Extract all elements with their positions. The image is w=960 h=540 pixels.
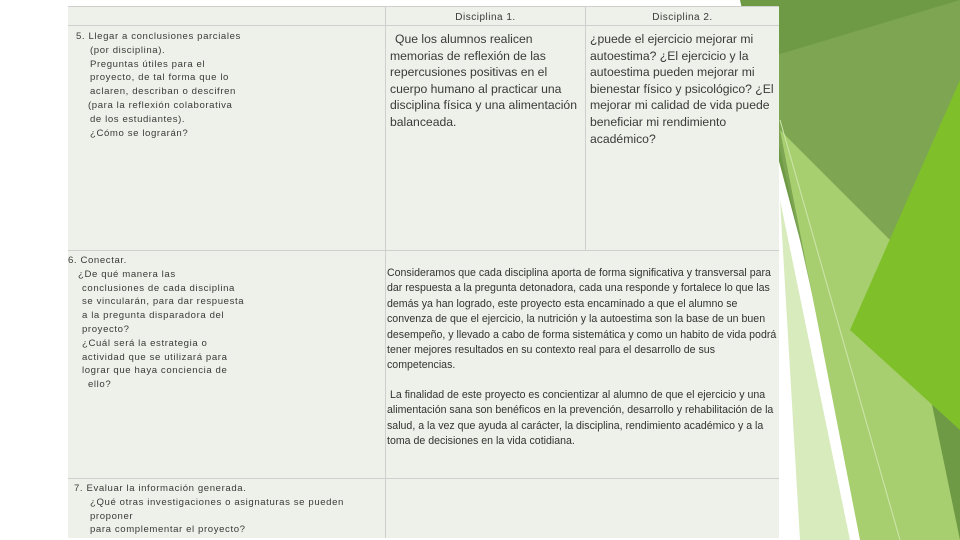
- row2-line: conclusiones de cada disciplina: [82, 282, 235, 294]
- project-table: [68, 6, 779, 538]
- col-divider-2: [585, 6, 586, 250]
- row2-divider: [68, 478, 779, 479]
- row2-answer: [387, 266, 779, 449]
- header-disciplina-1: Disciplina 1.: [455, 12, 516, 23]
- header-divider: [68, 25, 779, 26]
- row2-line: a la pregunta disparadora del: [82, 310, 225, 322]
- top-border: [68, 6, 779, 7]
- row2-line: 6. Conectar.: [68, 255, 127, 266]
- row3-line: ¿Qué otras investigaciones o asignaturas se pueden proponer: [90, 496, 344, 522]
- row1-line: 5. Llegar a conclusiones parciales: [76, 31, 241, 42]
- row2-line: lograr que haya conciencia de: [82, 365, 228, 377]
- row1-line: Preguntas útiles para el: [90, 58, 206, 70]
- row1-divider: [68, 250, 779, 251]
- row3-question: [74, 482, 384, 537]
- row2-line: proyecto?: [82, 323, 130, 335]
- row1-disciplina-1-text: Que los alumnos realicen memorias de reflexión de las repercusiones positivas en el cuerpo humano al practicar una disciplina física y una alimentación balanceada.: [390, 32, 577, 129]
- row2-paragraph-2: La finalidad de este proyecto es concientizar al alumno de que el ejercicio y una alimentación sana son benéficos en la prevención, desarrollo y rehabilitación de la salud, a la vez que ayuda al carácter, la disciplina, rendimiento académico y a la toma de decisiones en la vida cotidiana.: [387, 388, 774, 448]
- row2-line: ¿De qué manera las: [78, 268, 176, 280]
- row1-line: de los estudiantes).: [90, 113, 186, 125]
- col-divider-1: [385, 6, 386, 538]
- row1-line: aclaren, describan o descifren: [90, 86, 236, 98]
- row1-disciplina-2-text: ¿puede el ejercicio mejorar mi autoestima? ¿El ejercicio y la autoestima pueden mejorar mi bienestar físico y psicológico? ¿El mejorar mi calidad de vida puede beneficiar mi rendimiento académico?: [590, 32, 774, 146]
- row2-question: [68, 254, 380, 392]
- row2-line: se vincularán, para dar respuesta: [82, 296, 245, 308]
- row2-line: ¿Cuál será la estrategia o: [82, 337, 208, 349]
- row1-line: (para la reflexión colaborativa: [88, 99, 233, 111]
- row1-line: (por disciplina).: [90, 44, 166, 56]
- row2-line: ello?: [88, 379, 112, 391]
- row1-line: ¿Cómo se lograrán?: [90, 127, 189, 139]
- row1-question: [76, 30, 376, 140]
- header-disciplina-2: Disciplina 2.: [652, 12, 713, 23]
- row3-line: para complementar el proyecto?: [90, 524, 246, 536]
- row2-line: actividad que se utilizará para: [82, 351, 228, 363]
- row2-paragraph-1: Consideramos que cada disciplina aporta de forma significativa y transversal para dar respuesta a la pregunta detonadora, cada una responde y fortalece lo que las demás ya han logrado, este proyecto esta encaminado a que el alumno se convenza de que el ejercicio, la nutrición y la autoestima son la base de un buen desempeño, y llevado a cabo de forma sistemática y como un habito de vida podrá tener mejores resultados en su contexto real para el desarrollo de sus competencias.: [387, 267, 777, 372]
- row1-line: proyecto, de tal forma que lo: [90, 72, 229, 84]
- row3-line: 7. Evaluar la información generada.: [74, 483, 247, 494]
